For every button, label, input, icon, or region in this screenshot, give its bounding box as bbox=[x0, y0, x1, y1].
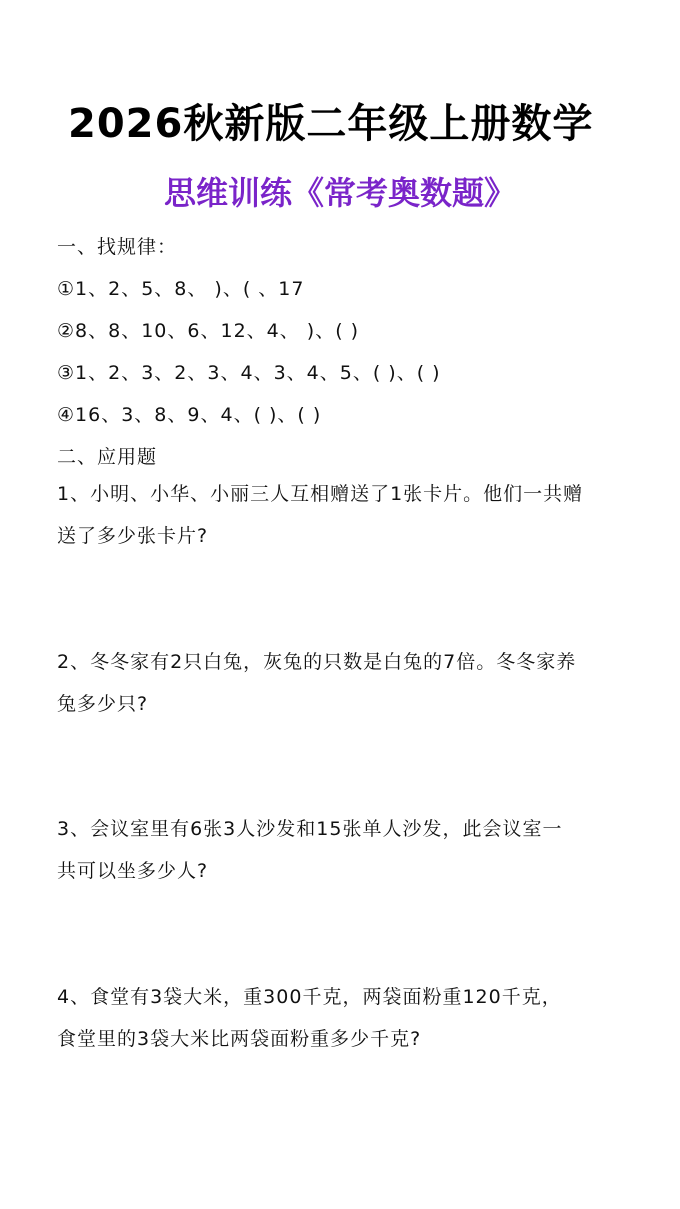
word-problem-4 bbox=[57, 976, 637, 1060]
pattern-item-3: ③1、2、3、2、3、4、3、4、5、( )、( ) bbox=[57, 362, 441, 384]
word-problem-3 bbox=[57, 808, 637, 892]
word-problem-1-line-2: 送了多少张卡片? bbox=[57, 525, 209, 547]
word-problem-2-line-1: 2、冬冬家有2只白兔，灰兔的只数是白兔的7倍。冬冬家养 bbox=[57, 651, 577, 673]
word-problem-2-line-2: 兔多少只? bbox=[57, 693, 149, 715]
page-title: 2026秋新版二年级上册数学 bbox=[68, 101, 594, 147]
word-problem-4-line-2: 食堂里的3袋大米比两袋面粉重多少千克? bbox=[57, 1028, 422, 1050]
page-subtitle: 思维训练《常考奥数题》 bbox=[163, 174, 516, 212]
pattern-item-4: ④16、3、8、9、4、( )、( ) bbox=[57, 404, 322, 426]
word-problem-1 bbox=[57, 473, 637, 557]
pattern-item-2: ②8、8、10、6、12、4、 )、( ) bbox=[57, 320, 360, 342]
section-heading-word-problems: 二、应用题 bbox=[57, 446, 158, 468]
pattern-item-1: ①1、2、5、8、 )、( 、17 bbox=[57, 278, 305, 300]
word-problem-2 bbox=[57, 641, 637, 725]
word-problem-3-line-1: 3、会议室里有6张3人沙发和15张单人沙发，此会议室一 bbox=[57, 818, 563, 840]
word-problem-3-line-2: 共可以坐多少人? bbox=[57, 860, 209, 882]
section-heading-find-pattern: 一、找规律： bbox=[57, 236, 178, 258]
word-problem-4-line-1: 4、食堂有3袋大米，重300千克，两袋面粉重120千克， bbox=[57, 986, 562, 1008]
word-problem-1-line-1: 1、小明、小华、小丽三人互相赠送了1张卡片。他们一共赠 bbox=[57, 483, 584, 505]
